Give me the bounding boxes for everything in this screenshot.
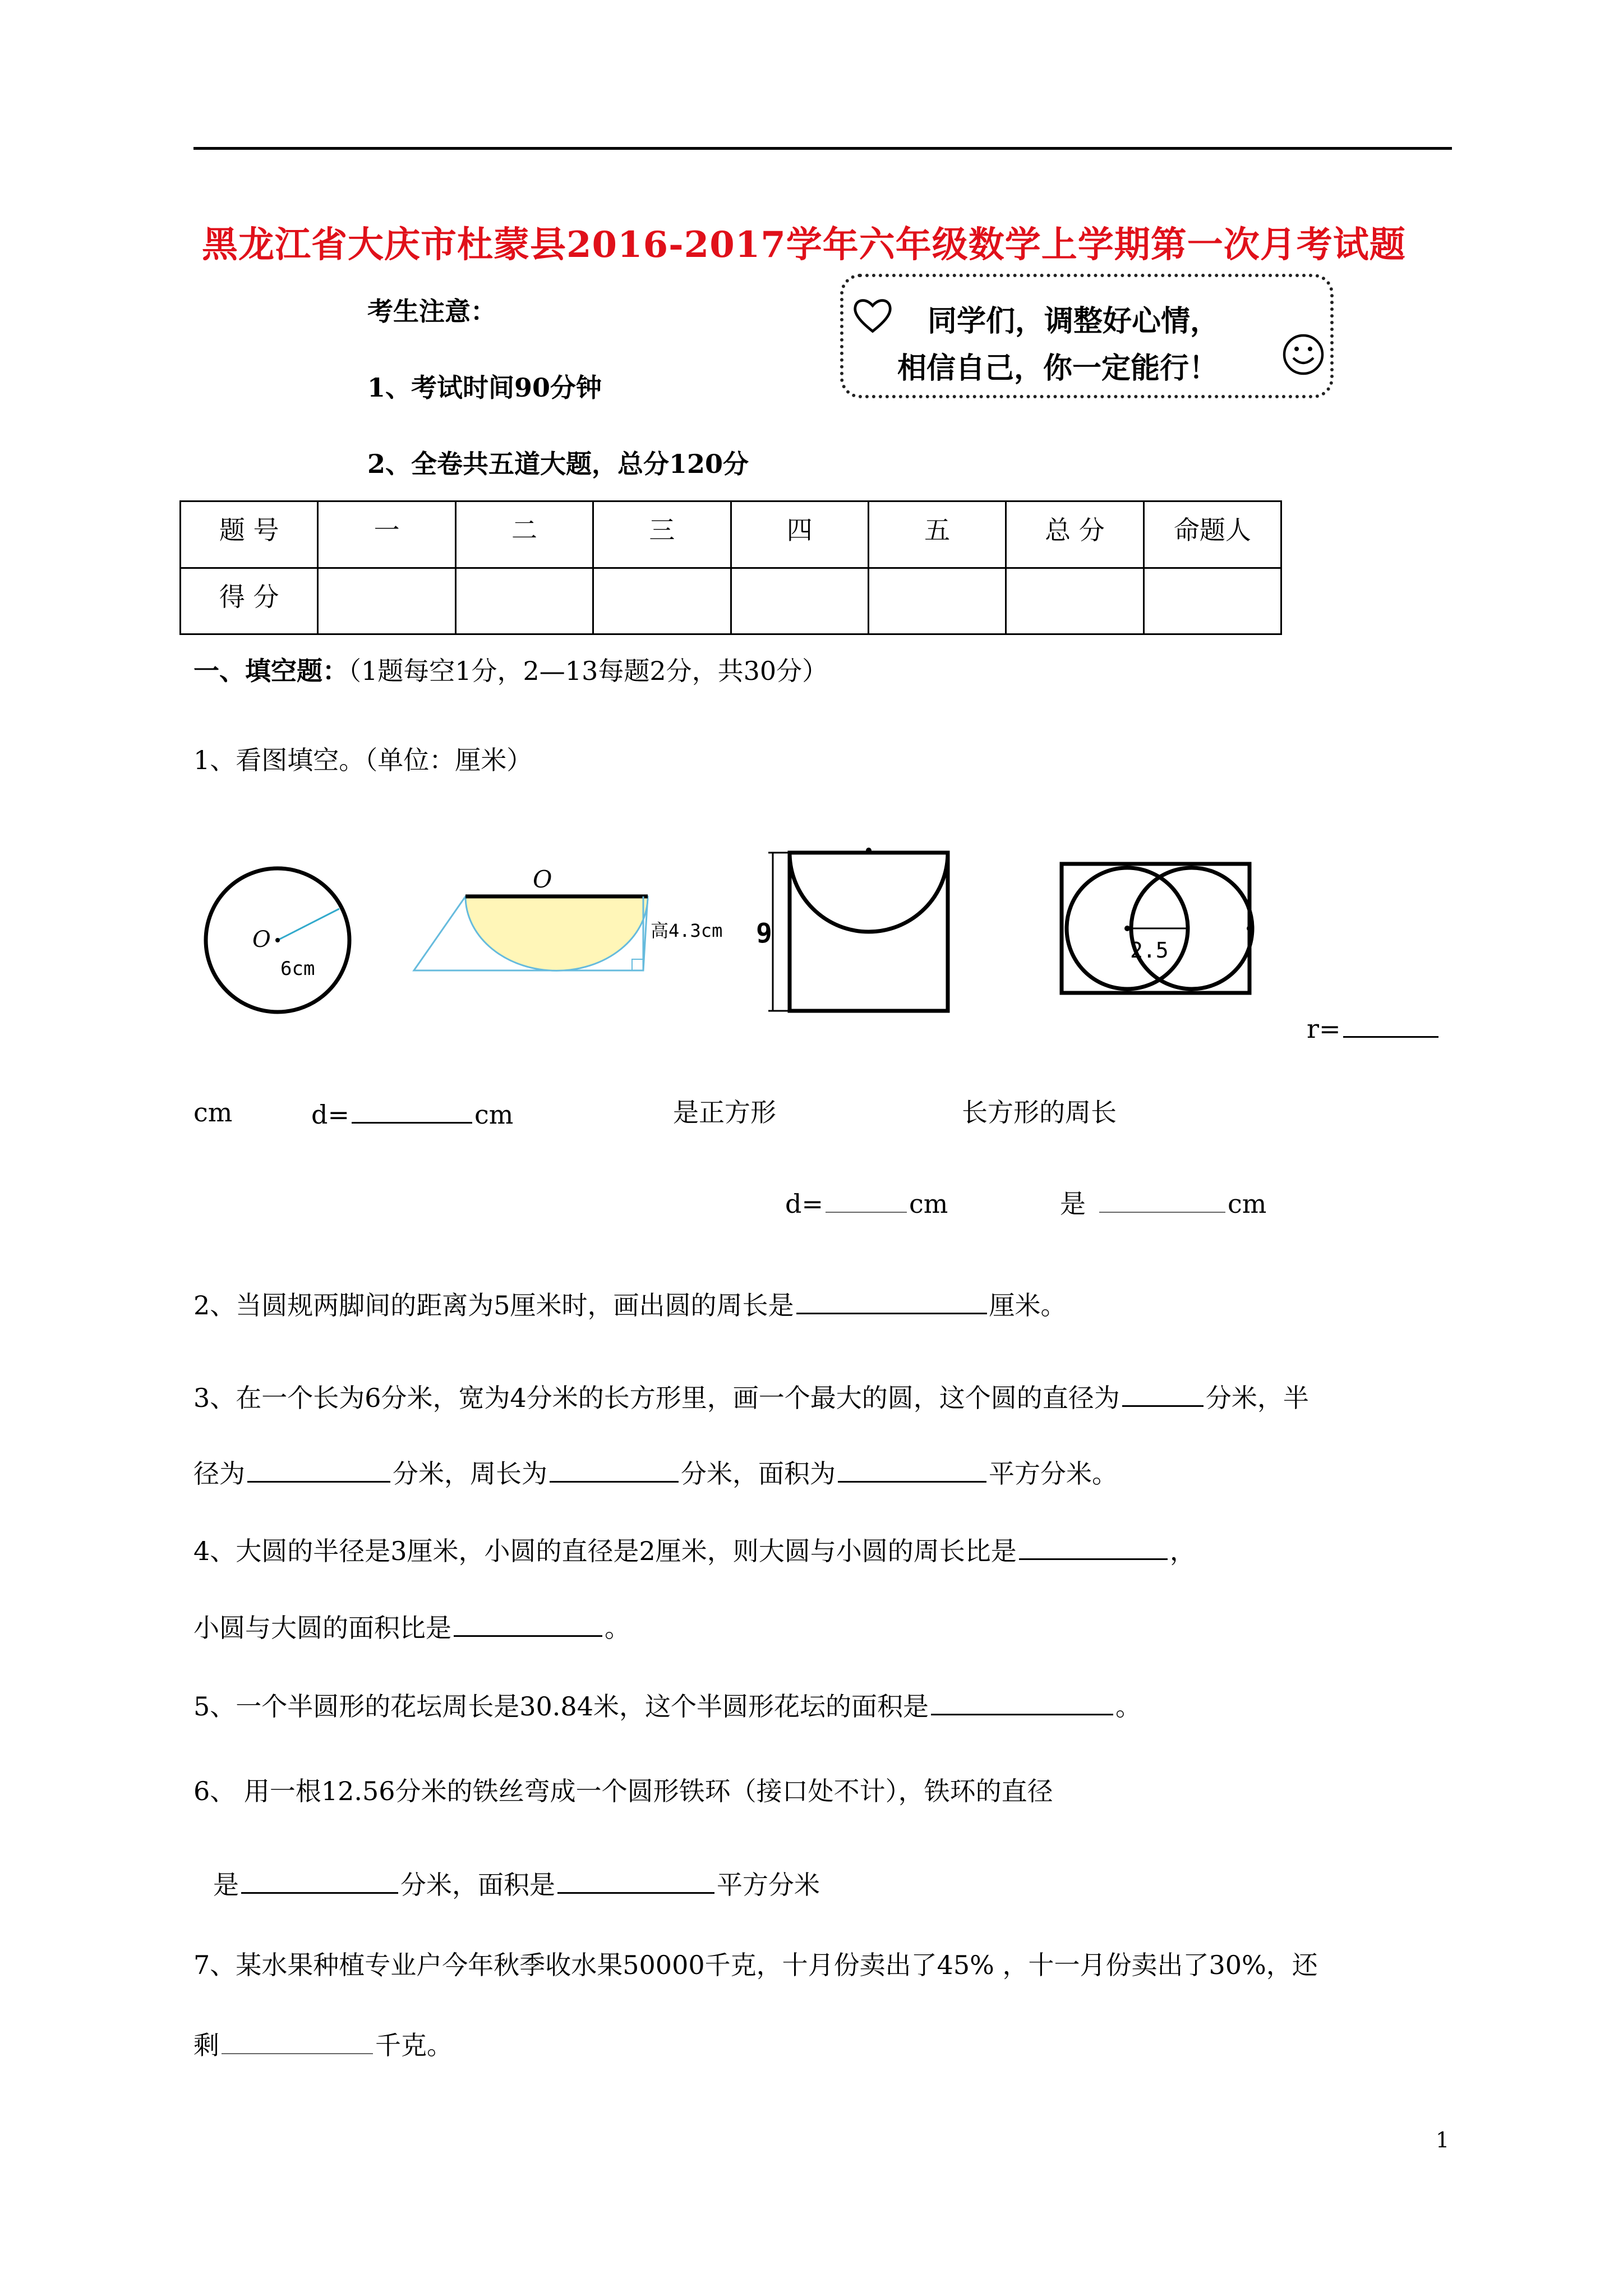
- q4-punct: 。: [605, 1613, 630, 1643]
- question-3-line-1: [193, 1383, 1309, 1411]
- answer-blank[interactable]: [352, 1099, 472, 1124]
- answer-blank[interactable]: [796, 1290, 987, 1314]
- answer-blank[interactable]: [1122, 1383, 1204, 1407]
- notice-item-2: 2、全卷共五道大题，总分120分: [367, 449, 749, 479]
- notice-heading: 考生注意：: [367, 296, 496, 326]
- table-row: [181, 501, 1281, 568]
- answer-blank[interactable]: [1099, 1189, 1225, 1213]
- score-input-cell[interactable]: [318, 568, 455, 634]
- q3-unit: 平方分米。: [989, 1458, 1118, 1489]
- question-4-line-2: [193, 1613, 630, 1641]
- q1-cm-1: cm: [193, 1097, 233, 1128]
- q4-text: 4、大圆的半径是3厘米，小圆的直径是2厘米，则大圆与小圆的周长比是: [193, 1536, 1017, 1566]
- answer-blank[interactable]: [838, 1458, 986, 1483]
- question-7-line-1: 7、某水果种植专业户今年秋季收水果50000千克，十月份卖出了45% ，十一月份卖出了30%，还: [193, 1950, 1318, 1980]
- table-cell: 题 号: [181, 501, 318, 568]
- table-cell: 一: [318, 501, 455, 568]
- table-cell: 四: [731, 501, 868, 568]
- question-7-line-2: [193, 2031, 453, 2058]
- figure-square-semicircle: [751, 843, 965, 1022]
- answer-blank[interactable]: [931, 1691, 1113, 1715]
- q4-punct: ，: [1169, 1536, 1196, 1566]
- answer-blank[interactable]: [557, 1870, 714, 1894]
- figure-circle: [199, 863, 362, 1020]
- cm-label: cm: [474, 1099, 514, 1130]
- encourage-line-2: 相信自己，你一定能行！: [897, 351, 1219, 385]
- q1-perimeter-answer: [1060, 1189, 1266, 1217]
- section-1-note: （1题每空1分，2—13每题2分，共30分）: [348, 656, 828, 686]
- fig3-side-label: 9: [756, 918, 772, 949]
- table-cell: 得 分: [181, 568, 318, 634]
- encouragement-box: [840, 274, 1334, 398]
- answer-blank[interactable]: [1343, 1014, 1438, 1038]
- table-row: [181, 568, 1281, 634]
- r-label: r=: [1307, 1014, 1341, 1044]
- q3-text: 径为: [193, 1458, 245, 1489]
- question-5: [193, 1691, 1141, 1722]
- d-label: d=: [311, 1099, 349, 1130]
- figure-trapezoid-semicircle: [412, 864, 737, 984]
- table-cell: 五: [868, 501, 1006, 568]
- question-6-line-1: 6、 用一根12.56分米的铁丝弯成一个圆形铁环（接口处不计），铁环的直径: [193, 1776, 1053, 1806]
- cm-label: cm: [909, 1189, 948, 1219]
- cm-label: cm: [1228, 1189, 1267, 1219]
- question-3-line-2: [193, 1458, 1118, 1487]
- answer-blank[interactable]: [550, 1458, 679, 1483]
- q6-unit: 平方分米: [717, 1870, 820, 1900]
- q3-text: 分米，面积为: [681, 1458, 836, 1489]
- table-cell: 三: [593, 501, 731, 568]
- q7-text: 剩: [193, 2030, 219, 2060]
- q2-unit: 厘米。: [989, 1290, 1067, 1320]
- d-label: d=: [785, 1189, 823, 1219]
- q5-text: 5、一个半圆形的花坛周长是30.84米，这个半圆形花坛的面积是: [193, 1691, 929, 1722]
- section-1-title: 一、填空题：: [193, 656, 348, 686]
- fig2-center-label: O: [533, 866, 552, 893]
- question-4-line-1: [193, 1536, 1196, 1564]
- q3-unit: 分米，半: [1205, 1383, 1309, 1413]
- score-input-cell[interactable]: [1144, 568, 1281, 634]
- answer-blank[interactable]: [222, 2031, 373, 2054]
- question-2: [193, 1290, 1067, 1318]
- top-rule: [193, 147, 1452, 150]
- q1-square-note: 是正方形: [673, 1097, 776, 1128]
- notice-item-1: 1、考试时间90分钟: [367, 372, 602, 403]
- q2-text: 2、当圆规两脚间的距离为5厘米时，画出圆的周长是: [193, 1290, 794, 1320]
- q4-text: 小圆与大圆的面积比是: [193, 1613, 451, 1643]
- q3-text: 分米，周长为: [393, 1458, 547, 1489]
- encourage-line-1: 同学们，调整好心情，: [928, 304, 1220, 338]
- page-number: 1: [1436, 2128, 1450, 2152]
- answer-blank[interactable]: [454, 1613, 602, 1637]
- q1-diameter-answer-2: [785, 1189, 948, 1217]
- q6-text: 是: [213, 1870, 239, 1900]
- score-input-cell[interactable]: [731, 568, 868, 634]
- q1-radius-answer: [1307, 1014, 1441, 1042]
- table-cell: 命题人: [1144, 501, 1281, 568]
- q1-diameter-answer: [311, 1099, 513, 1128]
- fig2-height-label: 高4.3cm: [651, 920, 723, 941]
- fig1-center-label: O: [252, 927, 271, 953]
- answer-blank[interactable]: [1019, 1536, 1168, 1560]
- q1-rect-note: 长方形的周长: [962, 1097, 1117, 1128]
- table-cell: 总 分: [1006, 501, 1144, 568]
- score-input-cell[interactable]: [868, 568, 1006, 634]
- section-1-heading: [193, 658, 828, 684]
- score-input-cell[interactable]: [1006, 568, 1144, 634]
- answer-blank[interactable]: [241, 1870, 398, 1894]
- question-1-text: 1、看图填空。（单位：厘米）: [193, 745, 533, 775]
- fig4-length-label: 2.5: [1130, 938, 1169, 963]
- is-label: 是: [1060, 1189, 1086, 1219]
- figure-rectangle-circles: [1057, 859, 1259, 1000]
- score-table: [179, 500, 1282, 635]
- document-title: 黑龙江省大庆市杜蒙县2016-2017学年六年级数学上学期第一次月考试题: [202, 224, 1406, 266]
- answer-blank[interactable]: [826, 1189, 907, 1213]
- q7-unit: 千克。: [375, 2030, 453, 2060]
- score-input-cell[interactable]: [455, 568, 593, 634]
- answer-blank[interactable]: [247, 1458, 390, 1483]
- heart-icon: [851, 294, 894, 337]
- table-cell: 二: [455, 501, 593, 568]
- q5-punct: 。: [1115, 1691, 1141, 1722]
- score-input-cell[interactable]: [593, 568, 731, 634]
- fig1-length-label: 6cm: [280, 958, 315, 980]
- q6-text: 分米，面积是: [400, 1870, 555, 1900]
- question-6-line-2: [213, 1870, 820, 1898]
- q3-text: 3、在一个长为6分米，宽为4分米的长方形里，画一个最大的圆，这个圆的直径为: [193, 1383, 1120, 1413]
- smile-icon: [1281, 332, 1326, 377]
